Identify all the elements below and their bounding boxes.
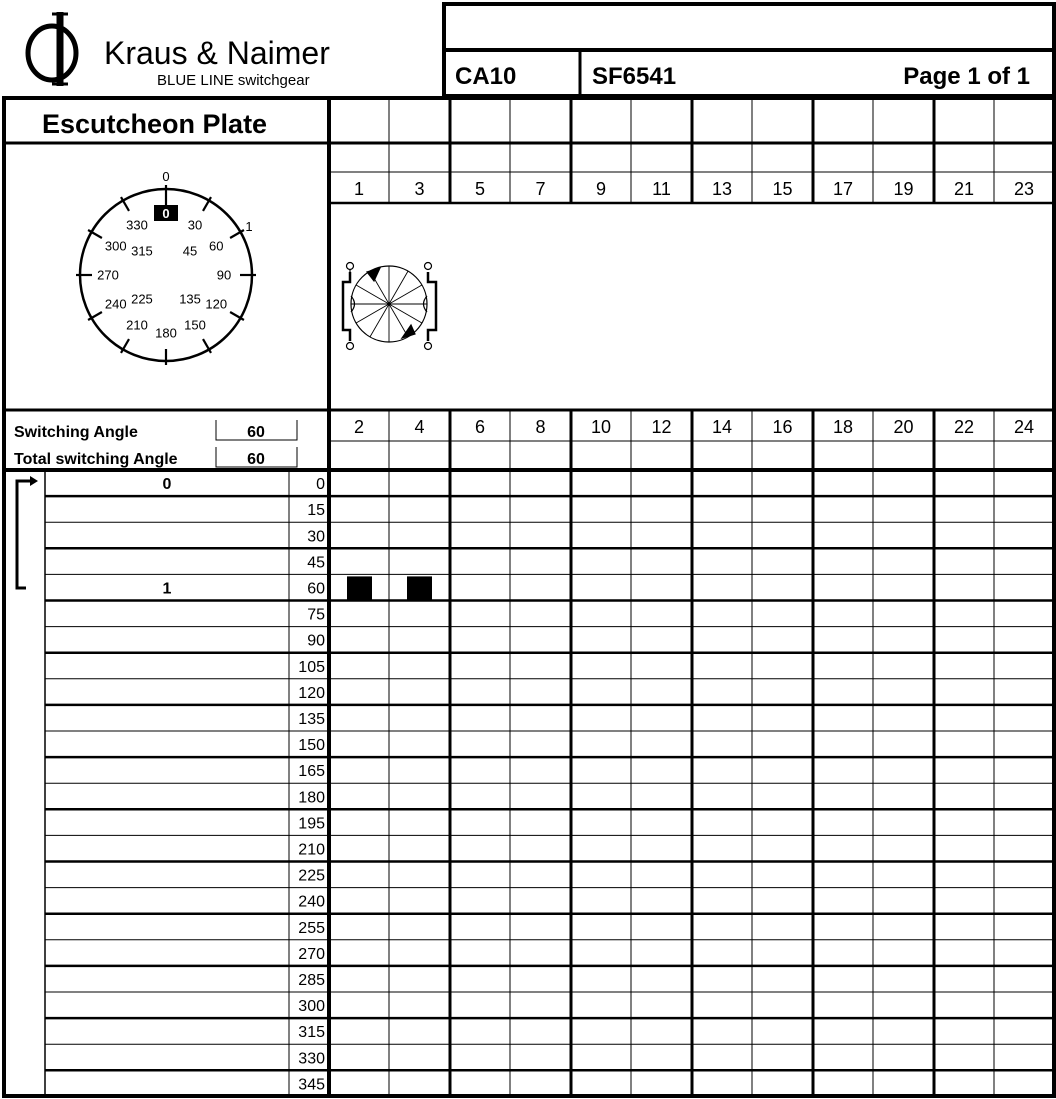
position-angle: 105: [298, 658, 325, 676]
section-title: Escutcheon Plate: [42, 109, 268, 139]
company-name: Kraus & Naimer: [104, 35, 330, 71]
position-angle: 150: [298, 737, 325, 755]
terminal-top-label: 5: [474, 179, 486, 199]
terminal-bottom-label: 6: [474, 417, 486, 437]
type-code: CA10: [455, 63, 517, 90]
terminal-top-label: 11: [652, 179, 671, 199]
terminal-top-label: 1: [353, 179, 365, 199]
terminal-top-label: 17: [832, 179, 854, 199]
switching-angle-label: Switching Angle: [14, 424, 138, 441]
terminal-top-label: 21: [953, 179, 975, 199]
total-switching-angle-label: Total switching Angle: [14, 451, 178, 468]
dial-angle-label: 240: [104, 296, 127, 312]
switching-angle-value: 60: [247, 424, 265, 441]
terminal-bottom-label: 2: [353, 417, 365, 437]
rotation-range-bracket: [17, 476, 38, 588]
terminal-bottom-label: 20: [893, 417, 914, 437]
position-angle: 0: [316, 476, 325, 494]
terminal-bottom-label: 10: [590, 417, 612, 437]
position-angle: 330: [298, 1050, 325, 1068]
dial-position-label-0: 0: [162, 169, 170, 184]
escutcheon-dial: [76, 169, 256, 365]
dial-inner-angle-label: 225: [131, 291, 153, 307]
contact-bridge-bottom: [402, 325, 415, 338]
position-angle: 315: [298, 1024, 325, 1042]
dial-inner-angle-label: 45: [182, 243, 198, 259]
terminal-top-label: 15: [772, 179, 793, 199]
dial-angle-label: 120: [205, 296, 228, 312]
terminal-top-label: 3: [414, 179, 425, 199]
position-angle: 30: [307, 528, 325, 546]
dial-angle-label: 210: [126, 317, 148, 333]
terminal-top-label: 19: [893, 179, 914, 199]
dial-angle-label: 180: [155, 325, 177, 341]
company-tagline: BLUE LINE switchgear: [157, 72, 310, 89]
dial-angle-label: 90: [216, 267, 232, 283]
position-angle: 270: [298, 945, 325, 963]
dial-inner-angle-label: 135: [179, 291, 201, 307]
closed-contact-mark: [407, 576, 432, 599]
position-angle: 120: [298, 684, 325, 702]
position-angle: 15: [307, 502, 325, 520]
dial-angle-label: 60: [208, 238, 224, 254]
position-angle: 300: [298, 998, 325, 1016]
dial-position-label-1: 1: [245, 219, 253, 234]
dial-selected-angle: 0: [162, 206, 170, 221]
part-number: SF6541: [592, 63, 677, 90]
position-name: 0: [162, 476, 172, 494]
terminal-bottom-label: 24: [1013, 417, 1035, 437]
terminal-bottom-label: 4: [414, 417, 425, 437]
contact-bridge-top: [367, 268, 380, 281]
dial-angle-label: 300: [104, 238, 127, 254]
position-angle: 135: [298, 710, 325, 728]
terminal-top-label: 13: [711, 179, 733, 199]
page-indicator: Page 1 of 1: [903, 63, 1030, 90]
terminal-top-label: 7: [535, 179, 546, 199]
terminal-bottom-label: 14: [711, 417, 733, 437]
contact-diagram: [343, 262, 436, 350]
position-angle: 255: [298, 919, 325, 937]
dial-angle-label: 330: [126, 217, 148, 233]
position-angle: 240: [298, 893, 325, 911]
position-angle: 165: [298, 763, 325, 781]
terminal-top-label: 23: [1013, 179, 1035, 199]
dial-inner-angle-label: 315: [131, 243, 153, 259]
terminal-bottom-label: 16: [772, 417, 793, 437]
dial-angle-label: 30: [187, 217, 203, 233]
terminal-top-label: 9: [595, 179, 607, 199]
position-angle: 45: [307, 554, 325, 572]
dial-angle-label: 270: [97, 267, 119, 283]
terminal-bottom-label: 8: [535, 417, 546, 437]
terminal-bottom-label: 18: [832, 417, 854, 437]
position-name: 1: [162, 580, 172, 598]
position-angle: 285: [298, 971, 325, 989]
logo-circle-mark: [28, 26, 76, 80]
position-angle: 345: [298, 1076, 325, 1094]
terminal-bottom-label: 22: [953, 417, 975, 437]
terminal-bottom-label: 12: [651, 417, 672, 437]
position-angle: 195: [298, 815, 325, 833]
closed-contact-mark: [347, 576, 372, 599]
position-angle: 60: [307, 580, 325, 598]
total-switching-angle-value: 60: [247, 451, 265, 468]
position-angle: 180: [298, 789, 325, 807]
dial-angle-label: 150: [184, 317, 206, 333]
position-angle: 75: [307, 606, 325, 624]
position-angle: 225: [298, 867, 325, 885]
position-angle: 210: [298, 841, 325, 859]
position-angle: 90: [307, 632, 325, 650]
company-logo: [28, 12, 76, 86]
